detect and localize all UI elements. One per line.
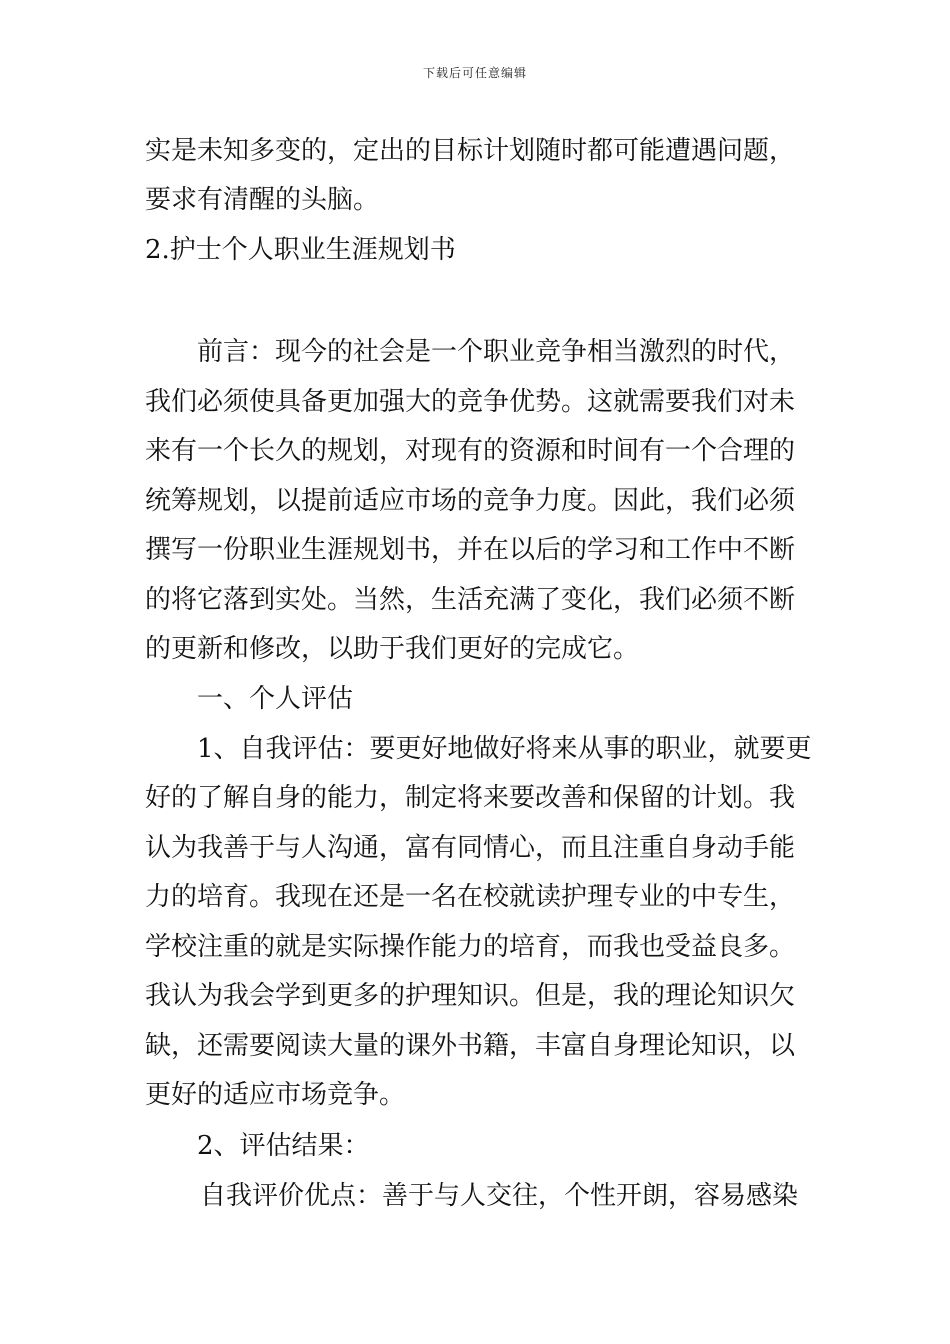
body-line: 我们必须使具备更加强大的竞争优势。这就需要我们对未 (145, 387, 796, 417)
body-line: 1、自我评估：要更好地做好将来从事的职业，就要更 (197, 734, 812, 764)
subsection-heading: 2、评估结果： (197, 1131, 370, 1161)
body-line: 前言：现今的社会是一个职业竞争相当激烈的时代， (197, 337, 796, 367)
body-line: 撰写一份职业生涯规划书，并在以后的学习和工作中不断 (145, 535, 796, 565)
body-line: 自我评价优点：善于与人交往，个性开朗，容易感染 (200, 1181, 799, 1211)
body-line: 力的培育。我现在还是一名在校就读护理专业的中专生， (145, 882, 796, 912)
body-line: 实是未知多变的，定出的目标计划随时都可能遭遇问题， (145, 136, 796, 166)
body-line: 缺，还需要阅读大量的课外书籍，丰富自身理论知识，以 (145, 1031, 796, 1061)
body-line: 的将它落到实处。当然，生活充满了变化，我们必须不断 (145, 585, 796, 615)
body-line: 学校注重的就是实际操作能力的培育，而我也受益良多。 (145, 932, 796, 962)
body-line: 认为我善于与人沟通，富有同情心，而且注重自身动手能 (145, 833, 796, 863)
section-heading: 2.护士个人职业生涯规划书 (145, 235, 456, 265)
body-line: 我认为我会学到更多的护理知识。但是，我的理论知识欠 (145, 981, 796, 1011)
page-header: 下载后可任意编辑 (422, 66, 527, 80)
body-line: 来有一个长久的规划，对现有的资源和时间有一个合理的 (145, 436, 796, 466)
body-line: 的更新和修改，以助于我们更好的完成它。 (145, 634, 640, 664)
body-line: 要求有清醒的头脑。 (145, 185, 380, 215)
subsection-heading: 一、个人评估 (197, 684, 354, 714)
body-line: 更好的适应市场竞争。 (145, 1080, 406, 1110)
body-line: 好的了解自身的能力，制定将来要改善和保留的计划。我 (145, 783, 796, 813)
body-line: 统筹规划，以提前适应市场的竞争力度。因此，我们必须 (145, 486, 796, 516)
